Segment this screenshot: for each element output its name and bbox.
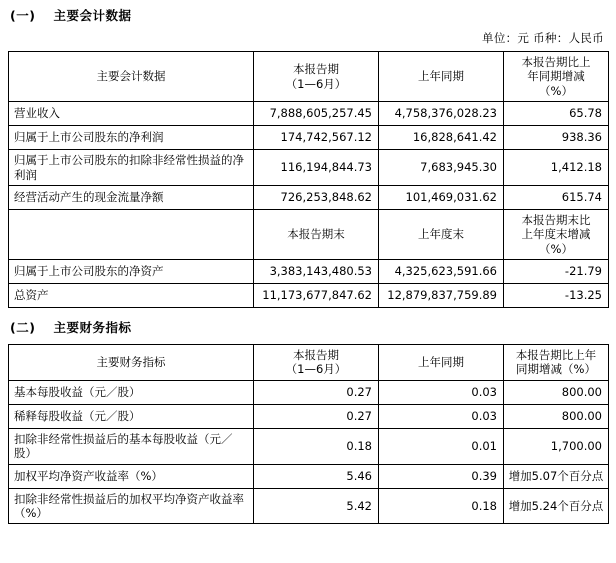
financial-indicators-table (8, 344, 609, 524)
row-change-value: 1,700.00 (504, 428, 609, 464)
row-change-value: -21.79 (504, 260, 609, 284)
row-prior-value: 0.01 (379, 428, 504, 464)
table-row (9, 185, 609, 209)
row-change-value: 615.74 (504, 185, 609, 209)
section-one-title: 主要会计数据 (53, 8, 132, 23)
header-cell-prior-period: 上年同期 (379, 345, 504, 381)
table-row (9, 284, 609, 308)
row-current-value: 5.42 (254, 488, 379, 524)
header-change-line2: 同期增减（%） (516, 362, 596, 377)
table-row (9, 380, 609, 404)
row-label: 归属于上市公司股东的净资产 (9, 260, 254, 284)
table-header-row (9, 345, 609, 381)
header-cell-current-period (254, 345, 379, 381)
row-prior-value: 0.39 (379, 464, 504, 488)
row-change-value: 增加5.07个百分点 (504, 464, 609, 488)
row-change-value: 增加5.24个百分点 (504, 488, 609, 524)
header-change-line1: 本报告期比上 (521, 55, 591, 69)
header-change-line2: 年同期增减 (527, 69, 585, 84)
row-label: 归属于上市公司股东的扣除非经常性损益的净利润 (9, 150, 254, 186)
subheader-change-line1: 本报告期末比 (521, 212, 591, 227)
row-prior-value: 7,683,945.30 (379, 150, 504, 186)
table-row (9, 126, 609, 150)
header-current-line1: 本报告期 (293, 62, 339, 77)
row-label: 营业收入 (9, 102, 254, 126)
row-label: 经营活动产生的现金流量净额 (9, 185, 254, 209)
row-label: 扣除非经常性损益后的加权平均净资产收益率（%） (9, 488, 254, 524)
row-prior-value: 4,758,376,028.23 (379, 102, 504, 126)
header-current-line2: （1—6月） (285, 76, 347, 91)
subheader-cell-prior-year-end: 上年度末 (379, 209, 504, 259)
table-header-row (9, 52, 609, 102)
row-prior-value: 0.03 (379, 380, 504, 404)
row-label: 基本每股收益（元／股） (9, 380, 254, 404)
row-change-value: 800.00 (504, 380, 609, 404)
row-current-value: 0.27 (254, 404, 379, 428)
subheader-cell-period-end: 本报告期末 (254, 209, 379, 259)
table-row (9, 488, 609, 524)
unit-currency-note: 单位：元 币种：人民币 (482, 31, 604, 45)
table-row (9, 102, 609, 126)
row-change-value: 1,412.18 (504, 150, 609, 186)
header-cell-current-period (254, 52, 379, 102)
header-cell-prior-period: 上年同期 (379, 52, 504, 102)
accounting-data-table (8, 51, 609, 308)
row-label: 稀释每股收益（元／股） (9, 404, 254, 428)
row-prior-value: 0.03 (379, 404, 504, 428)
header-change-line3: （%） (539, 83, 573, 98)
row-current-value: 174,742,567.12 (254, 126, 379, 150)
row-change-value: 800.00 (504, 404, 609, 428)
section-one-heading (10, 6, 608, 24)
header-cell-metric: 主要会计数据 (9, 52, 254, 102)
table-row (9, 150, 609, 186)
subheader-change-line2: 上年度末增减 (521, 227, 591, 242)
row-label: 总资产 (9, 284, 254, 308)
section-one-index: (一) (10, 8, 36, 23)
row-change-value: -13.25 (504, 284, 609, 308)
table-row (9, 260, 609, 284)
row-prior-value: 16,828,641.42 (379, 126, 504, 150)
section-two-heading (10, 318, 608, 336)
row-prior-value: 4,325,623,591.66 (379, 260, 504, 284)
row-change-value: 65.78 (504, 102, 609, 126)
header-current-line1: 本报告期 (293, 348, 339, 362)
header-change-line1: 本报告期比上年 (515, 348, 597, 362)
row-current-value: 0.27 (254, 380, 379, 404)
row-label: 扣除非经常性损益后的基本每股收益（元／股） (9, 428, 254, 464)
row-current-value: 5.46 (254, 464, 379, 488)
subheader-change-line3: （%） (539, 241, 573, 256)
section-two-title: 主要财务指标 (53, 320, 132, 335)
row-current-value: 116,194,844.73 (254, 150, 379, 186)
row-change-value: 938.36 (504, 126, 609, 150)
row-label: 加权平均净资产收益率（%） (9, 464, 254, 488)
table-row (9, 464, 609, 488)
row-current-value: 11,173,677,847.62 (254, 284, 379, 308)
table-row (9, 428, 609, 464)
row-prior-value: 101,469,031.62 (379, 185, 504, 209)
table-row (9, 404, 609, 428)
row-current-value: 3,383,143,480.53 (254, 260, 379, 284)
header-current-line2: （1—6月） (285, 362, 347, 377)
header-cell-indicator: 主要财务指标 (9, 345, 254, 381)
table-subheader-row (9, 209, 609, 259)
row-current-value: 7,888,605,257.45 (254, 102, 379, 126)
subheader-cell-change (504, 209, 609, 259)
row-current-value: 0.18 (254, 428, 379, 464)
row-current-value: 726,253,848.62 (254, 185, 379, 209)
row-label: 归属于上市公司股东的净利润 (9, 126, 254, 150)
row-prior-value: 12,879,837,759.89 (379, 284, 504, 308)
section-two-index: (二) (10, 320, 36, 335)
subheader-cell-blank (9, 209, 254, 259)
row-prior-value: 0.18 (379, 488, 504, 524)
header-cell-change (504, 345, 609, 381)
header-cell-change (504, 52, 609, 102)
